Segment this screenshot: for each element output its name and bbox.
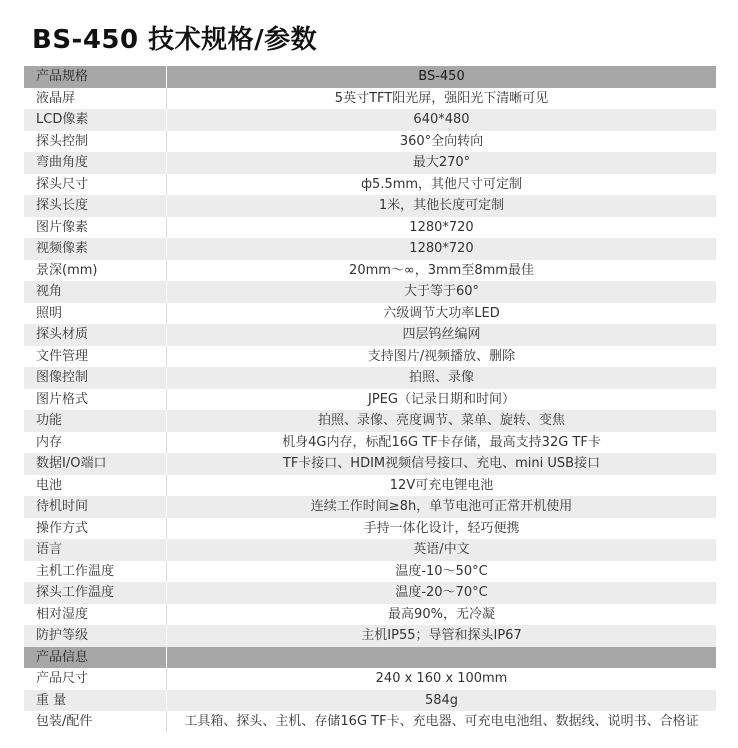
spec-key: 图像控制: [36, 370, 89, 385]
spec-value: 拍照、录像、亮度调节、菜单、旋转、变焦: [166, 410, 716, 432]
spec-key: 产品信息: [36, 649, 89, 665]
spec-value: 640*480: [166, 109, 716, 131]
spec-key: 探头长度: [36, 198, 89, 213]
spec-row: [24, 496, 716, 518]
spec-key: 视频像素: [36, 241, 89, 256]
spec-row: [24, 152, 716, 174]
spec-row: [24, 367, 716, 389]
spec-row: [24, 260, 716, 282]
spec-key: 探头材质: [36, 327, 89, 342]
section-header-row: [24, 647, 716, 669]
spec-key: 语言: [36, 542, 63, 557]
spec-row: [24, 711, 716, 733]
spec-value: 最大270°: [166, 152, 716, 174]
spec-key: 景深(mm): [36, 262, 98, 278]
spec-row: [24, 690, 716, 712]
spec-row: [24, 668, 716, 690]
spec-value: JPEG（记录日期和时间）: [166, 389, 716, 411]
spec-row: [24, 238, 716, 260]
spec-key: LCD像素: [36, 112, 89, 127]
spec-value: 温度-20～70°C: [166, 582, 716, 604]
spec-value: 20mm～∞，3mm至8mm最佳: [166, 260, 716, 282]
spec-row: [24, 88, 716, 110]
spec-row: [24, 582, 716, 604]
spec-value: 584g: [166, 690, 716, 712]
spec-key: 功能: [36, 413, 63, 428]
spec-row: [24, 303, 716, 325]
spec-key: 图片像素: [36, 219, 89, 235]
spec-key: 重 量: [36, 692, 67, 708]
spec-value: 支持图片/视频播放、删除: [166, 346, 716, 368]
spec-key: 图片格式: [36, 391, 89, 407]
spec-value: 连续工作时间≥8h，单节电池可正常开机使用: [166, 496, 716, 518]
spec-key: 产品尺寸: [36, 671, 89, 686]
spec-key: 内存: [36, 434, 63, 450]
spec-key: 产品规格: [36, 69, 89, 84]
spec-key: 视角: [36, 284, 63, 299]
spec-value: 360°全向转向: [166, 131, 716, 153]
section-header-row: [24, 66, 716, 88]
spec-value: 手持一体化设计，轻巧便携: [166, 518, 716, 540]
spec-key: 照明: [36, 305, 63, 321]
spec-row: [24, 410, 716, 432]
spec-value: 机身4G内存，标配16G TF卡存储，最高支持32G TF卡: [166, 432, 716, 454]
spec-value: 英语/中文: [166, 539, 716, 561]
spec-row: [24, 518, 716, 540]
spec-row: [24, 131, 716, 153]
spec-value: TF卡接口、HDIM视频信号接口、充电、mini USB接口: [166, 453, 716, 475]
spec-value: 大于等于60°: [166, 281, 716, 303]
spec-value: 240 x 160 x 100mm: [166, 668, 716, 690]
page-title: BS-450 技术规格/参数: [32, 25, 318, 55]
spec-value: 1280*720: [166, 217, 716, 239]
spec-value: 温度-10～50°C: [166, 561, 716, 583]
spec-key: 待机时间: [36, 499, 89, 514]
spec-value: 12V可充电锂电池: [166, 475, 716, 497]
spec-row: [24, 324, 716, 346]
spec-value: 四层钨丝编网: [166, 324, 716, 346]
spec-value: 拍照、录像: [166, 367, 716, 389]
spec-row: [24, 561, 716, 583]
spec-value: 1280*720: [166, 238, 716, 260]
spec-row: [24, 453, 716, 475]
spec-value: 六级调节大功率LED: [166, 303, 716, 325]
spec-row: [24, 109, 716, 131]
spec-row: [24, 432, 716, 454]
spec-value: 工具箱、探头、主机、存储16G TF卡、充电器、可充电电池组、数据线、说明书、合格证: [166, 711, 716, 733]
spec-row: [24, 217, 716, 239]
spec-key: 防护等级: [36, 628, 89, 643]
spec-row: [24, 389, 716, 411]
spec-value: BS-450: [166, 66, 716, 88]
spec-row: [24, 604, 716, 626]
spec-key: 数据I/O端口: [36, 456, 107, 471]
spec-key: 主机工作温度: [36, 563, 115, 579]
spec-key: 探头控制: [36, 133, 89, 149]
spec-row: [24, 195, 716, 217]
spec-row: [24, 625, 716, 647]
spec-row: [24, 174, 716, 196]
spec-key: 液晶屏: [36, 90, 76, 106]
spec-key: 相对湿度: [36, 606, 89, 622]
spec-key: 电池: [36, 477, 63, 493]
spec-value: 最高90%，无冷凝: [166, 604, 716, 626]
spec-value: 主机IP55；导管和探头IP67: [166, 625, 716, 647]
spec-value: 1米，其他长度可定制: [166, 195, 716, 217]
spec-key: 探头尺寸: [36, 176, 89, 192]
spec-row: [24, 281, 716, 303]
spec-value: 5英寸TFT阳光屏，强阳光下清晰可见: [166, 88, 716, 110]
spec-row: [24, 539, 716, 561]
spec-row: [24, 475, 716, 497]
spec-key: 弯曲角度: [36, 155, 89, 170]
spec-value: [166, 647, 716, 669]
spec-key: 探头工作温度: [36, 585, 115, 600]
spec-row: [24, 346, 716, 368]
spec-key: 包装/配件: [36, 714, 93, 729]
spec-key: 文件管理: [36, 348, 89, 364]
spec-table: [24, 66, 716, 733]
spec-value: ф5.5mm，其他尺寸可定制: [166, 174, 716, 196]
spec-key: 操作方式: [36, 520, 89, 536]
